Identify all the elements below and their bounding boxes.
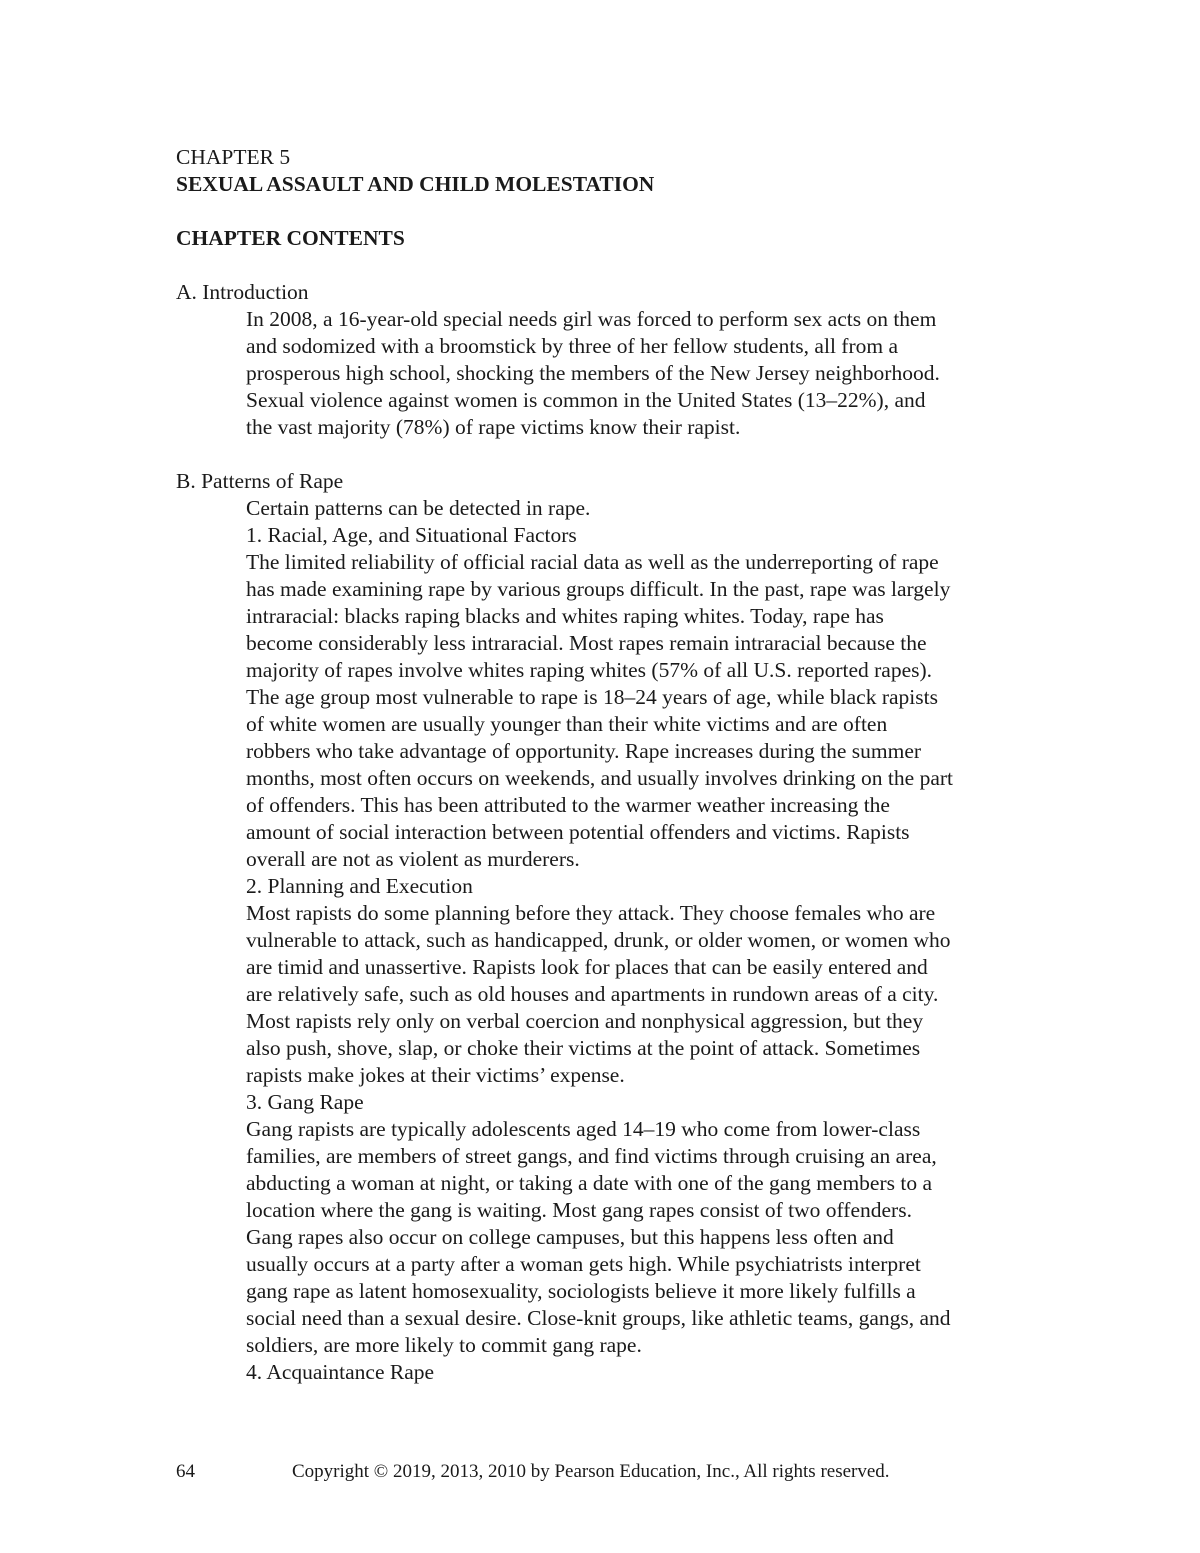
body-line: soldiers, are more likely to commit gang rape. xyxy=(246,1333,642,1357)
body-line: has made examining rape by various groups difficult. In the past, rape was largely xyxy=(246,577,951,601)
body-line: robbers who take advantage of opportunity. Rape increases during the summer xyxy=(246,739,922,763)
body-line: intraracial: blacks raping blacks and whites raping whites. Today, rape has xyxy=(246,604,884,628)
copyright-notice: Copyright © 2019, 2013, 2010 by Pearson Education, Inc., All rights reserved. xyxy=(292,1461,890,1482)
body-line: abducting a woman at night, or taking a date with one of the gang members to a xyxy=(246,1171,933,1195)
chapter-title: SEXUAL ASSAULT AND CHILD MOLESTATION xyxy=(176,172,655,196)
subsection-heading: 3. Gang Rape xyxy=(246,1090,364,1114)
body-line: Most rapists do some planning before they attack. They choose females who are xyxy=(246,901,936,925)
chapter-number: CHAPTER 5 xyxy=(176,145,291,169)
contents-heading: CHAPTER CONTENTS xyxy=(176,226,405,250)
body-line: Gang rapists are typically adolescents aged 14–19 who come from lower-class xyxy=(246,1117,921,1141)
body-line: also push, shove, slap, or choke their victims at the point of attack. Sometimes xyxy=(246,1036,921,1060)
subsection-heading: 2. Planning and Execution xyxy=(246,874,473,898)
body-line: gang rape as latent homosexuality, sociologists believe it more likely fulfills a xyxy=(246,1279,916,1303)
body-line: months, most often occurs on weekends, and usually involves drinking on the part xyxy=(246,766,953,790)
body-line: Certain patterns can be detected in rape. xyxy=(246,496,591,520)
body-line: social need than a sexual desire. Close-knit groups, like athletic teams, gangs, and xyxy=(246,1306,951,1330)
body-line: prosperous high school, shocking the members of the New Jersey neighborhood. xyxy=(246,361,940,385)
body-line: Most rapists rely only on verbal coercion and nonphysical aggression, but they xyxy=(246,1009,924,1033)
body-line: In 2008, a 16-year-old special needs girl was forced to perform sex acts on them xyxy=(246,307,937,331)
body-line: Sexual violence against women is common in the United States (13–22%), and xyxy=(246,388,926,412)
body-line: amount of social interaction between potential offenders and victims. Rapists xyxy=(246,820,910,844)
body-line: families, are members of street gangs, and find victims through cruising an area, xyxy=(246,1144,937,1168)
subsection-heading: 4. Acquaintance Rape xyxy=(246,1360,435,1384)
body-line: location where the gang is waiting. Most gang rapes consist of two offenders. xyxy=(246,1198,912,1222)
body-line: The age group most vulnerable to rape is 18–24 years of age, while black rapists xyxy=(246,685,938,709)
body-line: the vast majority (78%) of rape victims know their rapist. xyxy=(246,415,741,439)
body-line: become considerably less intraracial. Most rapes remain intraracial because the xyxy=(246,631,927,655)
body-line: of white women are usually younger than their white victims and are often xyxy=(246,712,888,736)
section-a-heading: A. Introduction xyxy=(176,280,309,304)
body-line: usually occurs at a party after a woman gets high. While psychiatrists interpret xyxy=(246,1252,921,1276)
body-line: vulnerable to attack, such as handicapped, drunk, or older women, or women who xyxy=(246,928,951,952)
subsection-heading: 1. Racial, Age, and Situational Factors xyxy=(246,523,577,547)
body-line: of offenders. This has been attributed to the warmer weather increasing the xyxy=(246,793,890,817)
body-line: Gang rapes also occur on college campuses, but this happens less often and xyxy=(246,1225,894,1249)
body-line: are timid and unassertive. Rapists look for places that can be easily entered and xyxy=(246,955,928,979)
section-b-heading: B. Patterns of Rape xyxy=(176,469,344,493)
body-line: The limited reliability of official racial data as well as the underreporting of rape xyxy=(246,550,939,574)
body-line: and sodomized with a broomstick by three of her fellow students, all from a xyxy=(246,334,899,358)
body-line: majority of rapes involve whites raping whites (57% of all U.S. reported rapes). xyxy=(246,658,933,682)
body-line: are relatively safe, such as old houses and apartments in rundown areas of a city. xyxy=(246,982,939,1006)
body-line: rapists make jokes at their victims’ expense. xyxy=(246,1063,625,1087)
body-line: overall are not as violent as murderers. xyxy=(246,847,580,871)
page-number: 64 xyxy=(176,1461,195,1482)
